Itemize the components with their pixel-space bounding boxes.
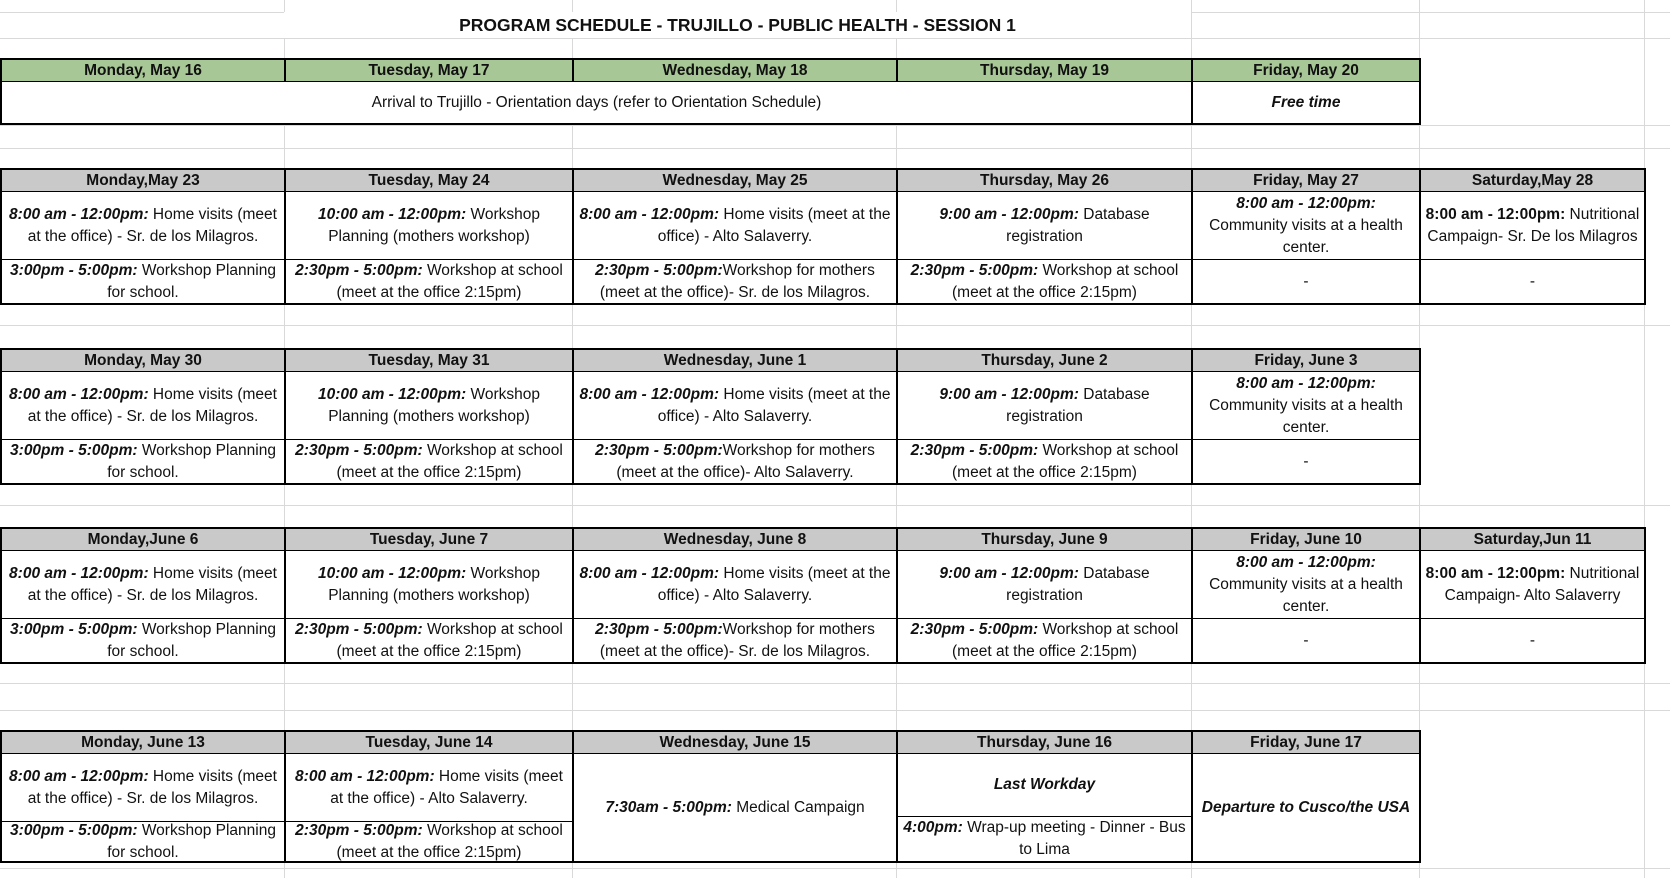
activity-cell bbox=[1191, 550, 1421, 619]
activity-text: Workshop at school (meet at the office 2:15pm) bbox=[336, 261, 563, 301]
gridline bbox=[0, 38, 1670, 39]
activity-time: 8:00 am - 12:00pm: bbox=[295, 767, 435, 785]
activity-time: 2:30pm - 5:00pm: bbox=[910, 441, 1039, 459]
activity-cell bbox=[0, 371, 286, 440]
activity-time: 8:00 am - 12:00pm: bbox=[1236, 374, 1376, 392]
activity-cell bbox=[284, 753, 574, 822]
activity-text: Community visits at a health center. bbox=[1209, 575, 1403, 615]
activity-time: 7:30am - 5:00pm: bbox=[605, 798, 732, 816]
medical-campaign-cell bbox=[572, 753, 898, 863]
activity-time: 8:00 am - 12:00pm: bbox=[1425, 205, 1566, 223]
gridline bbox=[0, 505, 1670, 506]
day-header: Thursday, May 26 bbox=[896, 168, 1193, 192]
day-header: Friday, June 3 bbox=[1191, 348, 1421, 372]
activity-time: 2:30pm - 5:00pm: bbox=[595, 620, 723, 638]
activity-text: Workshop Planning for school. bbox=[107, 261, 276, 301]
day-header: Friday, May 20 bbox=[1191, 58, 1421, 82]
activity-text: Home visits (meet at the office) - Sr. de los Milagros. bbox=[27, 385, 277, 425]
activity-time: 8:00 am - 12:00pm: bbox=[1236, 553, 1376, 571]
activity-text: Workshop at school (meet at the office 2:15pm) bbox=[952, 261, 1179, 301]
day-header: Thursday, June 16 bbox=[896, 730, 1193, 754]
activity-cell bbox=[896, 371, 1193, 440]
activity-cell bbox=[0, 439, 286, 485]
activity-text: Home visits (meet at the office) - Sr. de los Milagros. bbox=[27, 205, 277, 245]
activity-time: 10:00 am - 12:00pm: bbox=[318, 564, 467, 582]
activity-cell bbox=[284, 439, 574, 485]
activity-cell bbox=[896, 439, 1193, 485]
activity-cell bbox=[1419, 259, 1646, 305]
day-header: Wednesday, May 25 bbox=[572, 168, 898, 192]
activity-text: Home visits (meet at the office) - Sr. de los Milagros. bbox=[27, 564, 277, 604]
activity-time: 2:30pm - 5:00pm: bbox=[595, 261, 723, 279]
activity-cell bbox=[572, 618, 898, 664]
day-header: Wednesday, June 8 bbox=[572, 527, 898, 551]
activity-text: - bbox=[1303, 631, 1309, 649]
day-header: Monday, May 30 bbox=[0, 348, 286, 372]
activity-text: Workshop at school (meet at the office 2:15pm) bbox=[952, 620, 1179, 660]
activity-cell bbox=[0, 550, 286, 619]
activity-text: Medical Campaign bbox=[731, 798, 865, 816]
activity-text: Workshop Planning for school. bbox=[107, 821, 276, 861]
activity-cell bbox=[572, 371, 898, 440]
day-header: Tuesday, May 24 bbox=[284, 168, 574, 192]
activity-text: Workshop Planning (mothers workshop) bbox=[328, 205, 540, 245]
activity-cell bbox=[896, 259, 1193, 305]
day-header: Monday, May 16 bbox=[0, 58, 286, 82]
activity-text: Workshop Planning (mothers workshop) bbox=[328, 385, 540, 425]
gridline bbox=[0, 325, 1670, 326]
activity-time: 2:30pm - 5:00pm: bbox=[295, 441, 423, 459]
activity-cell bbox=[1191, 439, 1421, 485]
activity-cell bbox=[572, 191, 898, 260]
last-workday-cell bbox=[896, 753, 1193, 817]
activity-time: 2:30pm - 5:00pm: bbox=[910, 261, 1039, 279]
activity-time: 2:30pm - 5:00pm: bbox=[295, 620, 423, 638]
activity-time: 3:00pm - 5:00pm: bbox=[10, 441, 138, 459]
day-header: Thursday, May 19 bbox=[896, 58, 1193, 82]
day-header: Saturday,May 28 bbox=[1419, 168, 1646, 192]
activity-cell bbox=[572, 259, 898, 305]
activity-time: 3:00pm - 5:00pm: bbox=[10, 261, 138, 279]
activity-cell bbox=[896, 618, 1193, 664]
activity-time: 9:00 am - 12:00pm: bbox=[939, 564, 1079, 582]
activity-cell bbox=[896, 191, 1193, 260]
activity-text: Home visits (meet at the office) - Alto Salaverry. bbox=[330, 767, 563, 807]
activity-text: Workshop Planning (mothers workshop) bbox=[328, 564, 540, 604]
gridline bbox=[0, 683, 1670, 684]
activity-cell bbox=[1419, 191, 1646, 260]
day-header: Monday,May 23 bbox=[0, 168, 286, 192]
activity-time: 3:00pm - 5:00pm: bbox=[10, 620, 138, 638]
gridline bbox=[1644, 0, 1645, 878]
activity-cell bbox=[284, 259, 574, 305]
activity-text: Database registration bbox=[1006, 564, 1150, 604]
activity-text: Wrap-up meeting - Dinner - Bus to Lima bbox=[962, 819, 1186, 858]
departure-cell bbox=[1191, 753, 1421, 863]
activity-time: 8:00 am - 12:00pm: bbox=[9, 767, 149, 785]
activity-time: 8:00 am - 12:00pm: bbox=[1236, 194, 1376, 212]
activity-cell bbox=[284, 821, 574, 863]
activity-text: Home visits (meet at the office) - Sr. de los Milagros. bbox=[27, 767, 277, 807]
activity-time: 10:00 am - 12:00pm: bbox=[318, 385, 467, 403]
activity-text: Workshop for mothers (meet at the office)- Sr. de los Milagros. bbox=[599, 261, 875, 301]
activity-cell bbox=[0, 753, 286, 822]
activity-time: 8:00 am - 12:00pm: bbox=[579, 564, 720, 582]
activity-time: 8:00 am - 12:00pm: bbox=[579, 205, 720, 223]
activity-text: - bbox=[1529, 272, 1536, 290]
day-header: Wednesday, June 15 bbox=[572, 730, 898, 754]
activity-text: Workshop at school (meet at the office 2:15pm) bbox=[952, 441, 1179, 481]
activity-time: 8:00 am - 12:00pm: bbox=[579, 385, 720, 403]
activity-text: Nutritional Campaign- Sr. De los Milagros bbox=[1427, 205, 1640, 245]
activity-time: 8:00 am - 12:00pm: bbox=[9, 385, 149, 403]
activity-cell bbox=[1191, 618, 1421, 664]
day-header: Wednesday, May 18 bbox=[572, 58, 898, 82]
activity-text: Workshop at school (meet at the office 2:15pm) bbox=[336, 620, 563, 660]
activity-text: Home visits (meet at the office) - Alto Salaverry. bbox=[657, 564, 891, 604]
day-header: Friday, May 27 bbox=[1191, 168, 1421, 192]
activity-cell bbox=[0, 259, 286, 305]
activity-time: 2:30pm - 5:00pm: bbox=[295, 821, 423, 839]
activity-cell bbox=[572, 439, 898, 485]
activity-text: Community visits at a health center. bbox=[1209, 396, 1403, 436]
activity-time: 8:00 am - 12:00pm: bbox=[9, 564, 149, 582]
activity-text: Workshop for mothers (meet at the office)- Sr. de los Milagros. bbox=[599, 620, 875, 660]
gridline bbox=[0, 148, 1670, 149]
activity-time: 8:00 am - 12:00pm: bbox=[1425, 564, 1566, 582]
day-header: Tuesday, May 31 bbox=[284, 348, 574, 372]
day-header: Thursday, June 2 bbox=[896, 348, 1193, 372]
last-workday-text: Last Workday bbox=[993, 776, 1096, 793]
activity-text: Community visits at a health center. bbox=[1209, 216, 1403, 256]
day-header: Thursday, June 9 bbox=[896, 527, 1193, 551]
day-header: Friday, June 10 bbox=[1191, 527, 1421, 551]
free-time-cell bbox=[1191, 81, 1421, 125]
activity-text: Workshop at school (meet at the office 2:15pm) bbox=[336, 441, 563, 481]
gridline bbox=[0, 710, 1670, 711]
day-header: Tuesday, May 17 bbox=[284, 58, 574, 82]
activity-cell bbox=[1191, 259, 1421, 305]
activity-text: Database registration bbox=[1006, 385, 1150, 425]
departure-text: Departure to Cusco/the USA bbox=[1201, 798, 1411, 816]
activity-cell bbox=[1191, 371, 1421, 440]
activity-text: Home visits (meet at the office) - Alto Salaverry. bbox=[657, 205, 891, 245]
day-header: Tuesday, June 7 bbox=[284, 527, 574, 551]
activity-cell bbox=[284, 618, 574, 664]
day-header: Wednesday, June 1 bbox=[572, 348, 898, 372]
free-time-text: Free time bbox=[1271, 93, 1341, 111]
gridline bbox=[0, 125, 1670, 126]
activity-text: Workshop for mothers (meet at the office)- Alto Salaverry. bbox=[616, 441, 875, 481]
page-title: PROGRAM SCHEDULE - TRUJILLO - PUBLIC HEALTH - SESSION 1 bbox=[284, 12, 1191, 38]
activity-text: Home visits (meet at the office) - Alto Salaverry. bbox=[657, 385, 891, 425]
activity-cell bbox=[896, 816, 1193, 863]
activity-cell bbox=[0, 618, 286, 664]
activity-cell bbox=[284, 371, 574, 440]
day-header: Monday, June 13 bbox=[0, 730, 286, 754]
activity-time: 10:00 am - 12:00pm: bbox=[318, 205, 467, 223]
day-header: Friday, June 17 bbox=[1191, 730, 1421, 754]
activity-time: 9:00 am - 12:00pm: bbox=[939, 385, 1079, 403]
activity-text: - bbox=[1529, 631, 1536, 649]
gridline bbox=[0, 868, 1670, 869]
activity-time: 3:00pm - 5:00pm: bbox=[10, 821, 138, 839]
activity-cell bbox=[1191, 191, 1421, 260]
activity-text: - bbox=[1303, 272, 1309, 290]
arrival-cell bbox=[0, 81, 1193, 125]
activity-cell bbox=[284, 550, 574, 619]
activity-text: - bbox=[1303, 452, 1309, 470]
activity-cell bbox=[896, 550, 1193, 619]
activity-cell bbox=[0, 821, 286, 863]
day-header: Tuesday, June 14 bbox=[284, 730, 574, 754]
activity-time: 4:00pm: bbox=[903, 819, 963, 836]
activity-time: 8:00 am - 12:00pm: bbox=[9, 205, 149, 223]
arrival-text: Arrival to Trujillo - Orientation days (refer to Orientation Schedule) bbox=[371, 93, 822, 111]
activity-cell bbox=[1419, 618, 1646, 664]
activity-time: 2:30pm - 5:00pm: bbox=[595, 441, 723, 459]
activity-cell bbox=[0, 191, 286, 260]
activity-time: 2:30pm - 5:00pm: bbox=[295, 261, 423, 279]
activity-cell bbox=[284, 191, 574, 260]
activity-text: Nutritional Campaign- Alto Salaverry bbox=[1444, 564, 1640, 604]
day-header: Saturday,Jun 11 bbox=[1419, 527, 1646, 551]
activity-time: 2:30pm - 5:00pm: bbox=[910, 620, 1039, 638]
activity-time: 9:00 am - 12:00pm: bbox=[939, 205, 1079, 223]
activity-cell bbox=[1419, 550, 1646, 619]
day-header: Monday,June 6 bbox=[0, 527, 286, 551]
activity-text: Workshop at school (meet at the office 2:15pm) bbox=[336, 821, 563, 861]
activity-cell bbox=[572, 550, 898, 619]
activity-text: Workshop Planning for school. bbox=[107, 620, 276, 660]
activity-text: Database registration bbox=[1006, 205, 1150, 245]
activity-text: Workshop Planning for school. bbox=[107, 441, 276, 481]
